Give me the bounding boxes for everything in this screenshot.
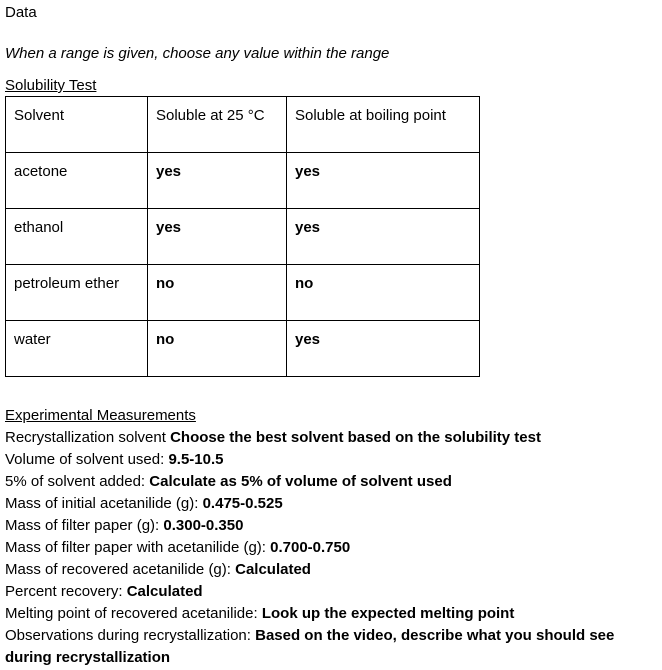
measurement-value: Calculated — [126, 583, 203, 600]
soluble-25c-cell: no — [148, 265, 287, 321]
measurement-filter-paper-mass — [5, 515, 660, 537]
solubility-table — [5, 96, 480, 377]
measurement-recovered-mass — [5, 559, 660, 581]
measurement-filter-paper-with-acetanilide — [5, 537, 660, 559]
measurement-label: Observations during recrystallization: — [5, 627, 256, 644]
column-header-soluble-25c: Soluble at 25 °C — [148, 97, 287, 153]
instruction-note: When a range is given, choose any value within the range — [5, 45, 390, 62]
table-row — [6, 265, 480, 321]
solubility-caption: Solubility Test — [5, 77, 97, 94]
measurement-observations — [5, 625, 660, 669]
table-row — [6, 321, 480, 377]
soluble-25c-cell: yes — [148, 209, 287, 265]
solvent-cell: water — [6, 321, 148, 377]
soluble-25c-cell: no — [148, 321, 287, 377]
measurement-value: 9.5-10.5 — [168, 451, 224, 468]
table-header-row — [6, 97, 480, 153]
measurement-value: Calculated — [235, 561, 311, 578]
measurement-label: Recrystallization solvent — [5, 429, 171, 446]
measurement-label: Mass of filter paper (g): — [5, 517, 164, 534]
measurement-value: 0.300-0.350 — [163, 517, 244, 534]
measurement-solvent-added — [5, 471, 660, 493]
measurement-volume-solvent — [5, 449, 660, 471]
measurement-recrystallization-solvent — [5, 427, 660, 449]
solvent-cell: acetone — [6, 153, 148, 209]
measurements-heading: Experimental Measurements — [5, 407, 196, 424]
soluble-boiling-cell: yes — [287, 153, 480, 209]
column-header-solvent: Solvent — [6, 97, 148, 153]
soluble-boiling-cell: yes — [287, 209, 480, 265]
measurement-label: 5% of solvent added: — [5, 473, 150, 490]
measurement-value: Calculate as 5% of volume of solvent used — [149, 473, 452, 490]
measurement-value: Look up the expected melting point — [261, 605, 515, 622]
measurement-label: Mass of filter paper with acetanilide (g): — [5, 539, 271, 556]
measurement-value: Based on the video, describe what you should see during recrystallization — [5, 627, 615, 666]
measurement-value: 0.475-0.525 — [202, 495, 283, 512]
measurement-initial-mass — [5, 493, 660, 515]
solvent-cell: petroleum ether — [6, 265, 148, 321]
soluble-boiling-cell: no — [287, 265, 480, 321]
measurements-section — [5, 405, 660, 669]
soluble-25c-cell: yes — [148, 153, 287, 209]
soluble-boiling-cell: yes — [287, 321, 480, 377]
measurement-label: Melting point of recovered acetanilide: — [5, 605, 262, 622]
measurement-label: Mass of recovered acetanilide (g): — [5, 561, 236, 578]
measurement-label: Mass of initial acetanilide (g): — [5, 495, 203, 512]
measurement-value: Choose the best solvent based on the solubility test — [170, 429, 541, 446]
column-header-soluble-boiling: Soluble at boiling point — [287, 97, 480, 153]
measurement-label: Volume of solvent used: — [5, 451, 169, 468]
table-row — [6, 153, 480, 209]
measurement-melting-point — [5, 603, 660, 625]
measurement-label: Percent recovery: — [5, 583, 127, 600]
table-row — [6, 209, 480, 265]
solvent-cell: ethanol — [6, 209, 148, 265]
measurement-value: 0.700-0.750 — [270, 539, 351, 556]
page-title: Data — [5, 4, 37, 21]
measurement-percent-recovery — [5, 581, 660, 603]
